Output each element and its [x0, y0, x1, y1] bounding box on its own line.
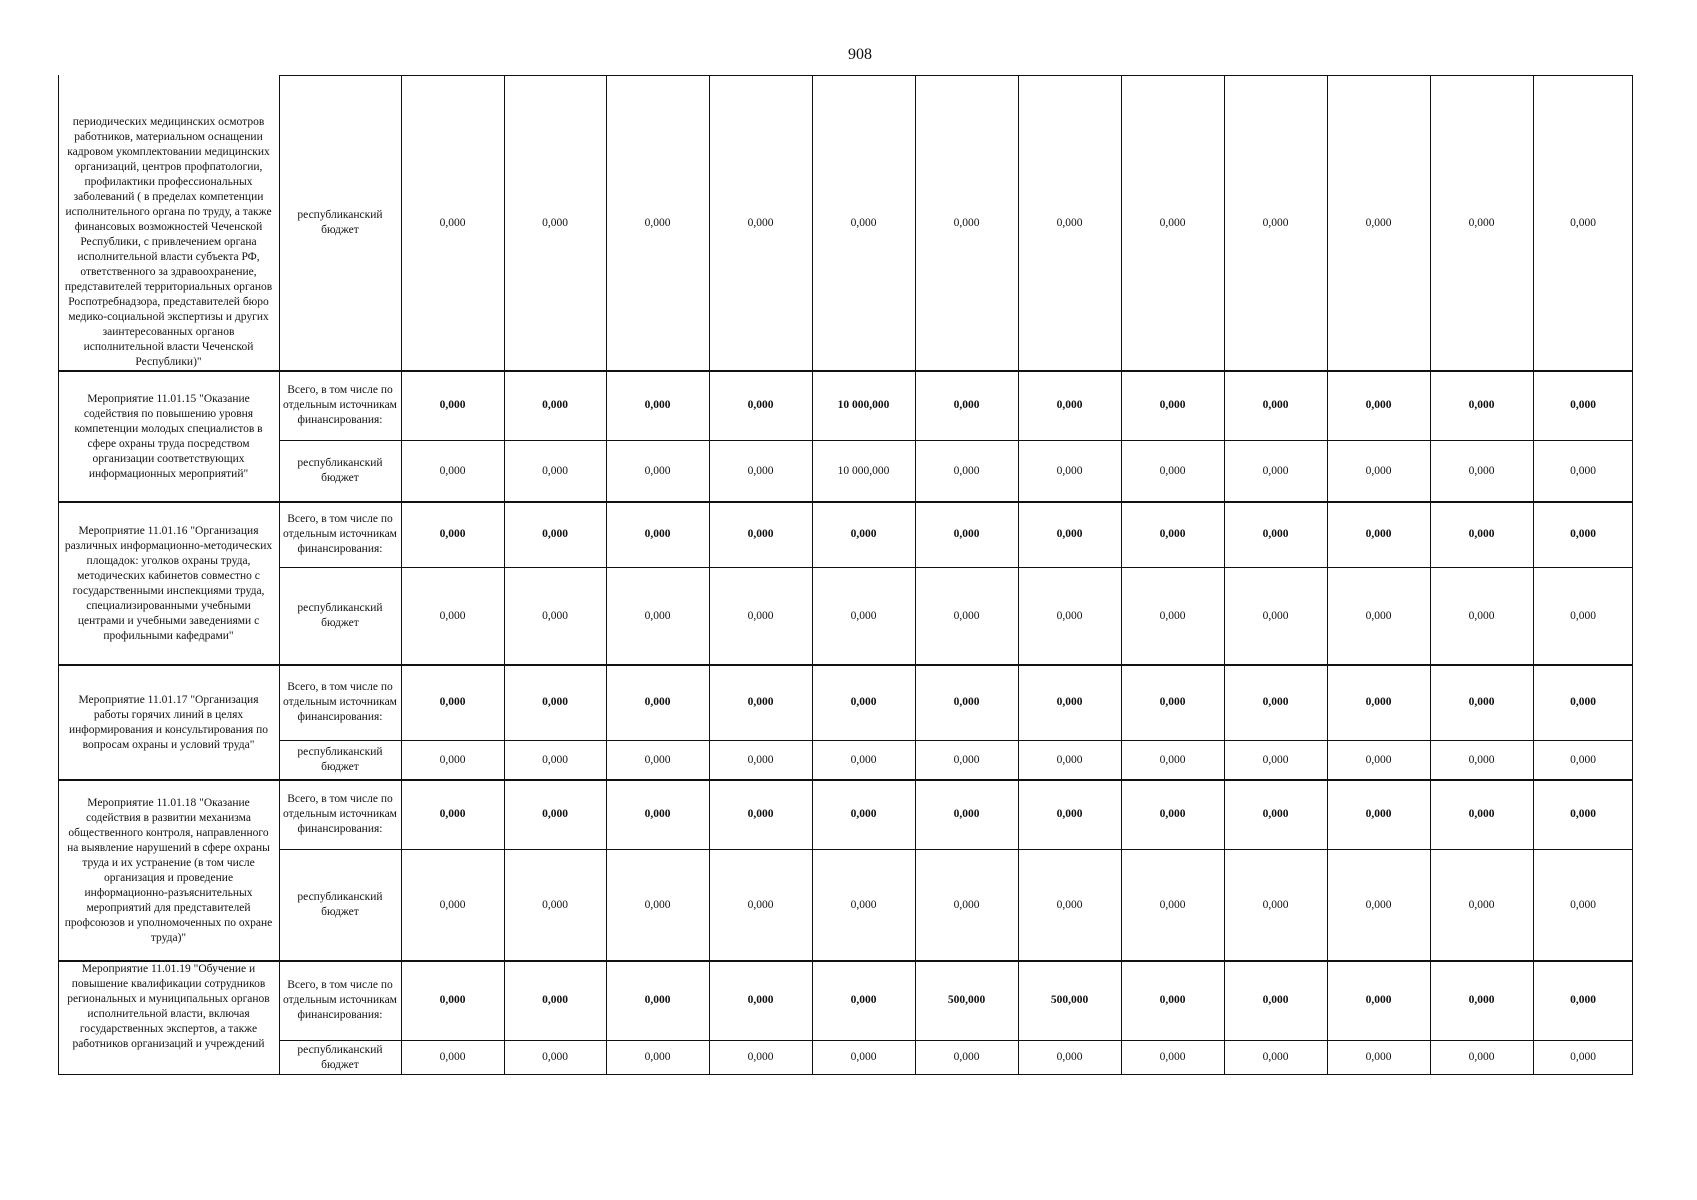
row-border — [58, 1074, 1633, 1075]
row-border — [58, 665, 1633, 666]
total-amount-cell: 0,000 — [850, 528, 877, 540]
total-amount-cell: 0,000 — [1262, 994, 1289, 1006]
total-amount-cell: 0,000 — [1570, 808, 1596, 820]
amount-cell: 0,000 — [542, 753, 568, 766]
financing-table — [58, 75, 1633, 1075]
total-amount-cell: 0,000 — [1262, 399, 1289, 411]
amount-cell: 0,000 — [644, 898, 671, 911]
total-amount-cell: 0,000 — [1159, 808, 1186, 820]
column-border — [812, 75, 813, 1075]
column-border — [504, 75, 505, 1075]
amount-cell: 0,000 — [850, 1051, 877, 1063]
amount-cell: 0,000 — [1365, 464, 1392, 477]
amount-cell: 0,000 — [644, 216, 671, 229]
amount-cell: 0,000 — [644, 753, 671, 766]
column-border — [915, 75, 916, 1075]
amount-cell: 0,000 — [747, 609, 774, 622]
funding-source-label: республиканский бюджет — [297, 746, 383, 773]
amount-cell: 0,000 — [439, 1051, 466, 1063]
amount-cell: 0,000 — [1570, 1051, 1596, 1063]
amount-cell: 10 000,000 — [837, 464, 890, 477]
amount-cell: 0,000 — [542, 464, 568, 477]
funding-total-label: Всего, в том числе по отдельным источникам финансирования: — [283, 681, 397, 723]
column-border — [1430, 75, 1431, 1075]
total-amount-cell: 0,000 — [1570, 696, 1596, 708]
funding-source-label: республиканский бюджет — [297, 891, 383, 918]
total-amount-cell: 0,000 — [1159, 994, 1186, 1006]
activity-description: Мероприятие 11.01.19 "Обучение и повышение квалификации сотрудников региональных и муниципальных органов исполнительной власти, включая государственных экспертов, а также работников организаций и учреждений — [67, 963, 270, 1050]
total-amount-cell: 0,000 — [439, 528, 466, 540]
amount-cell: 0,000 — [1159, 609, 1186, 622]
amount-cell: 0,000 — [747, 216, 774, 229]
total-amount-cell: 0,000 — [1365, 808, 1392, 820]
activity-description: Мероприятие 11.01.16 "Организация различных информационно-методических площадок: уголков охраны труда, методических кабинетов совместно с государственными инспекциями труда, специализированными учебными центрами и учебными заведениями с профильными кафедрами" — [64, 524, 273, 642]
amount-cell: 0,000 — [953, 464, 980, 477]
total-amount-cell: 0,000 — [850, 808, 877, 820]
total-amount-cell: 0,000 — [747, 528, 774, 540]
total-amount-cell: 0,000 — [1056, 528, 1083, 540]
total-amount-cell: 0,000 — [1365, 399, 1392, 411]
amount-cell: 0,000 — [850, 898, 877, 911]
amount-cell: 0,000 — [1365, 1051, 1392, 1063]
amount-cell: 0,000 — [1468, 753, 1495, 766]
amount-cell: 0,000 — [1570, 898, 1596, 911]
amount-cell: 0,000 — [1056, 753, 1083, 766]
total-amount-cell: 0,000 — [1262, 696, 1289, 708]
funding-source-label: республиканский бюджет — [297, 602, 383, 629]
funding-source-label: республиканский бюджет — [297, 1043, 383, 1071]
total-amount-cell: 0,000 — [439, 808, 466, 820]
total-amount-cell: 0,000 — [1468, 399, 1495, 411]
amount-cell: 0,000 — [542, 898, 568, 911]
activity-description: Мероприятие 11.01.15 "Оказание содействия по повышению уровня компетенции молодых специалистов в сфере охраны труда посредством организации соответствующих информационных мероприятий" — [74, 392, 263, 480]
amount-cell: 0,000 — [1056, 1051, 1083, 1063]
total-amount-cell: 0,000 — [644, 808, 671, 820]
amount-cell: 0,000 — [1262, 898, 1289, 911]
amount-cell: 0,000 — [1365, 216, 1392, 229]
column-border — [606, 75, 607, 1075]
total-amount-cell: 10 000,000 — [837, 399, 890, 411]
amount-cell: 0,000 — [1056, 609, 1083, 622]
amount-cell: 0,000 — [644, 1051, 671, 1063]
amount-cell: 0,000 — [850, 753, 877, 766]
row-border — [58, 780, 1633, 781]
total-amount-cell: 0,000 — [542, 994, 568, 1006]
total-amount-cell: 0,000 — [1262, 808, 1289, 820]
amount-cell: 0,000 — [850, 609, 877, 622]
amount-cell: 0,000 — [439, 609, 466, 622]
column-border — [1632, 75, 1633, 1075]
total-amount-cell: 0,000 — [542, 399, 568, 411]
total-amount-cell: 0,000 — [1056, 399, 1083, 411]
total-amount-cell: 0,000 — [1468, 994, 1495, 1006]
amount-cell: 0,000 — [542, 1051, 568, 1063]
amount-cell: 0,000 — [953, 898, 980, 911]
amount-cell: 0,000 — [1365, 609, 1392, 622]
amount-cell: 0,000 — [439, 216, 466, 229]
amount-cell: 0,000 — [1262, 1051, 1289, 1063]
activity-description: Мероприятие 11.01.17 "Организация работы горячих линий в целях информирования и консультирования по вопросам охраны и условий труда" — [69, 693, 268, 751]
amount-cell: 0,000 — [1570, 464, 1596, 477]
total-amount-cell: 0,000 — [644, 528, 671, 540]
total-amount-cell: 0,000 — [1570, 994, 1596, 1006]
row-border — [58, 371, 1633, 372]
amount-cell: 0,000 — [644, 464, 671, 477]
amount-cell: 0,000 — [1468, 609, 1495, 622]
amount-cell: 0,000 — [1365, 753, 1392, 766]
funding-total-label: Всего, в том числе по отдельным источникам финансирования: — [283, 384, 397, 426]
amount-cell: 0,000 — [1159, 1051, 1186, 1063]
amount-cell: 0,000 — [1468, 898, 1495, 911]
total-amount-cell: 0,000 — [1159, 696, 1186, 708]
amount-cell: 0,000 — [1056, 216, 1083, 229]
amount-cell: 0,000 — [439, 753, 466, 766]
amount-cell: 0,000 — [439, 898, 466, 911]
amount-cell: 0,000 — [1159, 464, 1186, 477]
total-amount-cell: 0,000 — [1159, 399, 1186, 411]
funding-total-label: Всего, в том числе по отдельным источникам финансирования: — [283, 793, 397, 835]
column-border — [1533, 75, 1534, 1075]
amount-cell: 0,000 — [747, 753, 774, 766]
amount-cell: 0,000 — [1262, 464, 1289, 477]
total-amount-cell: 0,000 — [953, 808, 980, 820]
row-border — [58, 502, 1633, 503]
total-amount-cell: 0,000 — [1365, 696, 1392, 708]
amount-cell: 0,000 — [953, 753, 980, 766]
amount-cell: 0,000 — [644, 609, 671, 622]
row-border — [58, 961, 1633, 962]
total-amount-cell: 0,000 — [644, 399, 671, 411]
total-amount-cell: 0,000 — [747, 808, 774, 820]
amount-cell: 0,000 — [1262, 216, 1289, 229]
total-amount-cell: 0,000 — [439, 994, 466, 1006]
amount-cell: 0,000 — [542, 216, 568, 229]
amount-cell: 0,000 — [1570, 216, 1596, 229]
total-amount-cell: 0,000 — [542, 528, 568, 540]
total-amount-cell: 0,000 — [644, 696, 671, 708]
total-amount-cell: 500,000 — [947, 994, 986, 1006]
total-amount-cell: 0,000 — [953, 399, 980, 411]
amount-cell: 0,000 — [1468, 1051, 1495, 1063]
total-amount-cell: 0,000 — [1056, 808, 1083, 820]
amount-cell: 0,000 — [1159, 898, 1186, 911]
amount-cell: 0,000 — [1159, 216, 1186, 229]
amount-cell: 0,000 — [747, 1051, 774, 1063]
amount-cell: 0,000 — [953, 216, 980, 229]
total-amount-cell: 0,000 — [1365, 528, 1392, 540]
amount-cell: 0,000 — [747, 464, 774, 477]
column-border — [1327, 75, 1328, 1075]
total-amount-cell: 500,000 — [1050, 994, 1089, 1006]
amount-cell: 0,000 — [1262, 609, 1289, 622]
total-amount-cell: 0,000 — [542, 808, 568, 820]
amount-cell: 0,000 — [850, 216, 877, 229]
amount-cell: 0,000 — [542, 609, 568, 622]
total-amount-cell: 0,000 — [1262, 528, 1289, 540]
total-amount-cell: 0,000 — [953, 528, 980, 540]
total-amount-cell: 0,000 — [850, 696, 877, 708]
total-amount-cell: 0,000 — [953, 696, 980, 708]
amount-cell: 0,000 — [1468, 464, 1495, 477]
total-amount-cell: 0,000 — [1056, 696, 1083, 708]
amount-cell: 0,000 — [1262, 753, 1289, 766]
total-amount-cell: 0,000 — [747, 696, 774, 708]
total-amount-cell: 0,000 — [1468, 528, 1495, 540]
total-amount-cell: 0,000 — [644, 994, 671, 1006]
funding-total-label: Всего, в том числе по отдельным источникам финансирования: — [283, 979, 397, 1021]
total-amount-cell: 0,000 — [439, 399, 466, 411]
total-amount-cell: 0,000 — [1468, 808, 1495, 820]
total-amount-cell: 0,000 — [747, 399, 774, 411]
column-border — [709, 75, 710, 1075]
total-amount-cell: 0,000 — [1570, 528, 1596, 540]
column-border — [58, 75, 59, 1075]
column-border — [1018, 75, 1019, 1075]
column-border — [401, 75, 402, 1075]
amount-cell: 0,000 — [1056, 464, 1083, 477]
amount-cell: 0,000 — [1056, 898, 1083, 911]
amount-cell: 0,000 — [1570, 753, 1596, 766]
total-amount-cell: 0,000 — [1468, 696, 1495, 708]
amount-cell: 0,000 — [953, 609, 980, 622]
total-amount-cell: 0,000 — [850, 994, 877, 1006]
column-border — [1224, 75, 1225, 1075]
amount-cell: 0,000 — [1570, 609, 1596, 622]
column-border — [279, 75, 280, 1075]
activity-description: Мероприятие 11.01.18 "Оказание содействия в развитии механизма общественного контроля, направленного на выявление нарушений в сфере охраны труда и их устранение (в том числе организация и проведение информационно-разъяснительных мероприятий для представителей профсоюзов и уполномоченных по охране труда)" — [64, 796, 273, 944]
amount-cell: 0,000 — [747, 898, 774, 911]
amount-cell: 0,000 — [1365, 898, 1392, 911]
total-amount-cell: 0,000 — [439, 696, 466, 708]
funding-source-label: республиканский бюджет — [297, 457, 383, 484]
total-amount-cell: 0,000 — [1159, 528, 1186, 540]
amount-cell: 0,000 — [1468, 216, 1495, 229]
amount-cell: 0,000 — [439, 464, 466, 477]
total-amount-cell: 0,000 — [1365, 994, 1392, 1006]
column-border — [1121, 75, 1122, 1075]
total-amount-cell: 0,000 — [747, 994, 774, 1006]
funding-source-label: республиканский бюджет — [297, 209, 383, 236]
total-amount-cell: 0,000 — [542, 696, 568, 708]
funding-total-label: Всего, в том числе по отдельным источникам финансирования: — [283, 513, 397, 555]
total-amount-cell: 0,000 — [1570, 399, 1596, 411]
amount-cell: 0,000 — [1159, 753, 1186, 766]
amount-cell: 0,000 — [953, 1051, 980, 1063]
activity-description: периодических медицинских осмотров работников, материальном оснащении кадровом укомплектовании медицинских организаций, центров профпатологии, профилактики профессиональных заболеваний ( в пределах компетенции исполнительного органа по труду, а также финансовых возможностей Чеченской Республики, с привлечением органа исполнительной власти субъекта РФ, ответственного за здравоохранение, представителей территориальных органов Роспотребнадзора, представителей бюро медико-социальной экспертизы и других заинтересованных органов исполнительной власти Чеченской Республики)" — [64, 116, 273, 368]
page-number: 908 — [848, 46, 872, 63]
